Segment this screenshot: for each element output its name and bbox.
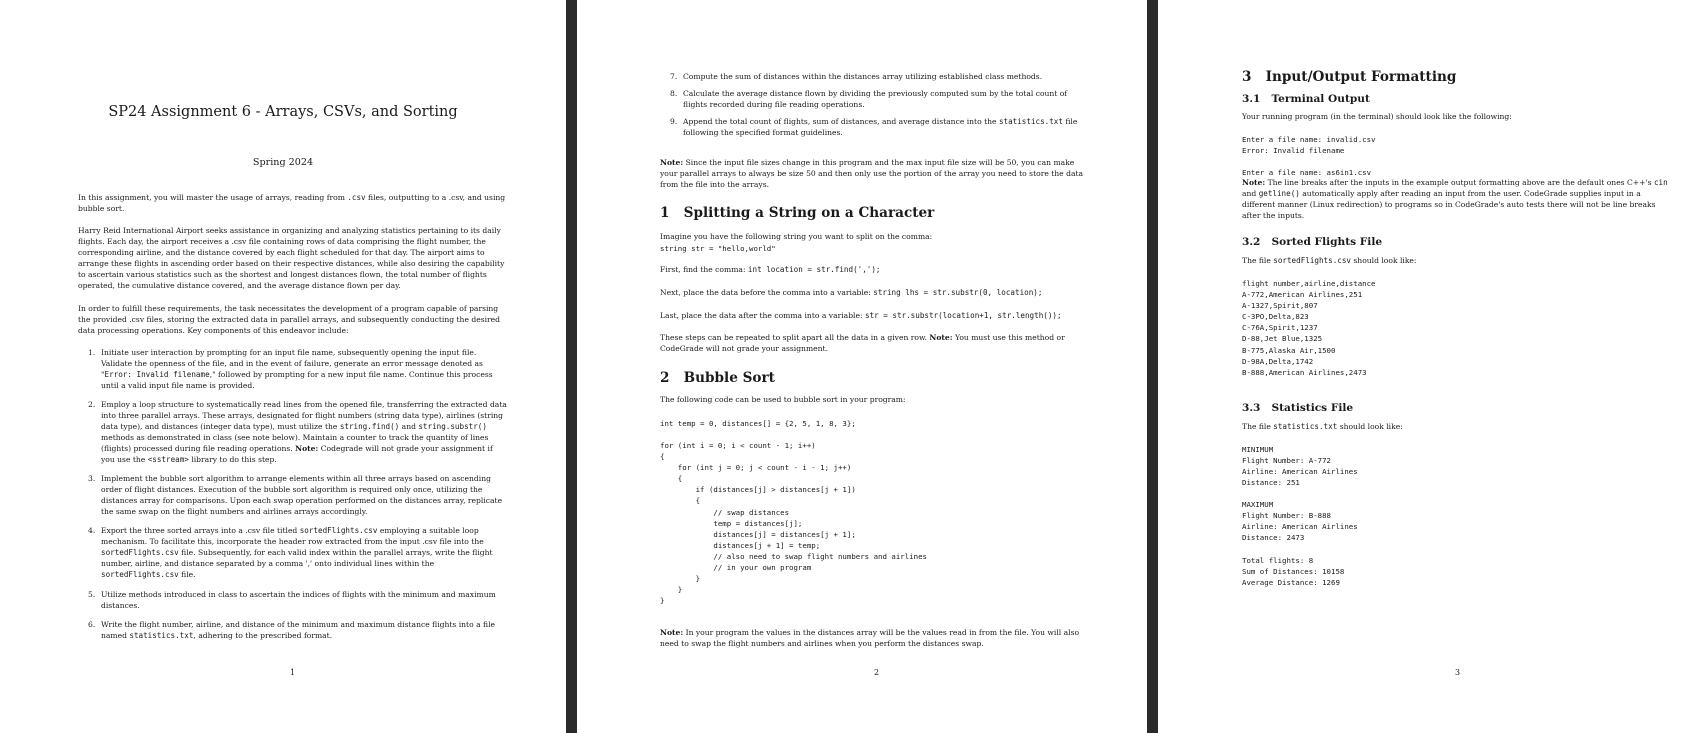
airport-paragraph: Harry Reid International Airport seeks assistance in organizing and analyzing statistics pertaining to its daily flights. Each day, the airport receives a .csv file containing rows of data comprising the flight number, the corresponding airline, and the distance covered by each flight scheduled for that day. The airport aims to arrange these flights in ascending order based on their respective distances, while also desiring the capability to ascertain various statistics such as the shortest and longest distances flown, the total number of flights operated, the cumulative distance covered, and the average distance flown per day. xyxy=(78,226,505,290)
terminal-intro: Your running program (in the terminal) should look like the following: xyxy=(1242,112,1512,121)
statistics-minimum: MINIMUM Flight Number: A-772 Airline: American Airlines Distance: 251 xyxy=(1242,445,1358,488)
sorted-flights-csv: flight number,airline,distance A-772,American Airlines,251 A-1327,Spirit,807 C-3PO,Delta,823 C-76A,Spirit,1237 D-88,Jet Blue,1325 B-775,Alaska Air,1500 D-98A,Delta,1742 B-888,American Airlines,2473 xyxy=(1242,279,1376,377)
bubble-code-loop: for (int i = 0; i < count - 1; i++) { for (int j = 0; j < count - i - 1; j++) { if (distances[j] > distances[j + 1]) { // swap distances temp = distances[j]; distances[j] = distances[j + 1]; distances[j + 1] = temp; // also need to swap flight numbers and airlines // in your own program } } } xyxy=(660,441,927,606)
split-step-find: First, find the comma: int location = str.find(','); xyxy=(660,265,881,274)
swap-note: Note: In your program the values in the distances array will be the values read in from the file. You will also need to swap the flight numbers and airlines when you perform the distances swap. xyxy=(660,628,1080,648)
requirements-paragraph: In order to fulfill these requirements, the task necessitates the development of a program capable of parsing the provided .csv files, storing the extracted data in parallel arrays, and subsequently conducting the desired data processing operations. Key components of this endeavor include: xyxy=(78,304,501,335)
list-item-2: 2. Employ a loop structure to systematically read lines from the opened file, transferring the extracted data into three parallel arrays. These arrays, designated for flight numbers (string data type), airlines (string data type), and distances (integer data type), must utilize the string.find() and string.substr() methods as demonstrated in class (see note below). Maintain a counter to track the quantity of lines (flights) processed during file reading operations. Note: Codegrade will not grade your assignment if you use the <sstream> library to do this step. xyxy=(88,400,507,464)
subsection-heading-sorted-flights: 3.2 Sorted Flights File xyxy=(1242,236,1383,248)
page-number: 1 xyxy=(290,668,296,677)
bubble-intro: The following code can be used to bubble sort in your program: xyxy=(660,395,906,404)
list-item-9: 9. Append the total count of flights, sum of distances, and average distance into the statistics.txt file following the specified format guidelines. xyxy=(670,117,1078,137)
section-heading-io-formatting: 3 Input/Output Formatting xyxy=(1242,69,1457,85)
bubble-code-declaration: int temp = 0, distances[] = {2, 5, 1, 8, 3}; xyxy=(660,419,856,428)
split-step-after: Last, place the data after the comma into a variable: str = str.substr(location+1, str.length()); xyxy=(660,311,1062,320)
list-item-3: 3. Implement the bubble sort algorithm to arrange elements within all three arrays based on ascending order of flight distances. Execution of the bubble sort algorithm is required only once, utilizing the distances array for comparisons. Upon each swap operation performed on the distances array, replicate the same swap on the flight numbers and airlines arrays accordingly. xyxy=(88,474,503,516)
list-item-1: 1. Initiate user interaction by prompting for an input file name, subsequently opening the input file. Validate the openness of the file, and in the event of failure, generate an error message denoted as "Error: Invalid filename," followed by prompting for a new input file name. Continue this process until a valid input file name is provided. xyxy=(88,348,493,390)
line-break-note: Note: The line breaks after the inputs in the example output formatting above are the default ones C++'s cin and getline() automatically apply after reading an input from the user. CodeGrade supplies input in a different manner (Linux redirection) to programs so in CodeGrade's auto tests there will not be line breaks after the inputs. xyxy=(1242,178,1668,220)
list-item-4: 4. Export the three sorted arrays into a .csv file titled sortedFlights.csv employing a suitable loop mechanism. To facilitate this, incorporate the header row extracted from the input .csv file into the sortedFlights.csv file. Subsequently, for each valid index within the parallel arrays, write the flight number, airline, and distance separated by a comma ',' onto individual lines within the sortedFlights.csv file. xyxy=(88,526,493,579)
array-size-note: Note: Since the input file sizes change in this program and the max input file size will be 50, you can make your parallel arrays to always be size 50 and then only use the portion of the array you need to store the data from the file into the arrays. xyxy=(660,158,1084,189)
split-intro: Imagine you have the following string you want to split on the comma: xyxy=(660,232,933,241)
document-page-2 xyxy=(577,0,1147,733)
statistics-maximum: MAXIMUM Flight Number: B-888 Airline: American Airlines Distance: 2473 xyxy=(1242,500,1358,543)
list-item-5: 5. Utilize methods introduced in class to ascertain the indices of flights with the minimum and maximum distances. xyxy=(88,590,496,610)
document-title: SP24 Assignment 6 - Arrays, CSVs, and Sorting xyxy=(108,104,458,120)
sorted-file-intro: The file sortedFlights.csv should look like: xyxy=(1242,256,1417,265)
page-number: 2 xyxy=(874,668,880,677)
list-item-7: 7. Compute the sum of distances within the distances array utilizing established class methods. xyxy=(670,72,1043,81)
document-date: Spring 2024 xyxy=(252,157,314,168)
subsection-heading-terminal-output: 3.1 Terminal Output xyxy=(1242,93,1370,105)
intro-paragraph: In this assignment, you will master the usage of arrays, reading from .csv files, outputting to a .csv, and using bubble sort. xyxy=(78,193,506,213)
document-page-3 xyxy=(1158,0,1703,733)
split-repeat-note: These steps can be repeated to split apart all the data in a given row. Note: You must use this method or CodeGrade will not grade your assignment. xyxy=(660,333,1065,353)
split-step-before: Next, place the data before the comma into a variable: string lhs = str.substr(0, location); xyxy=(660,288,1043,297)
section-heading-splitting: 1 Splitting a String on a Character xyxy=(660,205,935,221)
statistics-totals: Total flights: 8 Sum of Distances: 10158 Average Distance: 1269 xyxy=(1242,556,1345,588)
statistics-file-intro: The file statistics.txt should look like: xyxy=(1242,422,1403,431)
section-heading-bubble-sort: 2 Bubble Sort xyxy=(660,370,775,386)
list-item-6: 6. Write the flight number, airline, and distance of the minimum and maximum distance flights into a file named statistics.txt, adhering to the prescribed format. xyxy=(88,620,496,640)
terminal-example-valid: Enter a file name: as6in1.csv xyxy=(1242,168,1372,177)
list-item-8: 8. Calculate the average distance flown by dividing the previously computed sum by the total count of flights recorded during file reading operations. xyxy=(670,89,1068,109)
document-page-1 xyxy=(0,0,566,733)
subsection-heading-statistics-file: 3.3 Statistics File xyxy=(1242,402,1354,414)
split-code-string: string str = "hello,world" xyxy=(660,244,776,253)
terminal-example-invalid: Enter a file name: invalid.csv Error: Invalid filename xyxy=(1242,135,1376,156)
page-number: 3 xyxy=(1455,668,1461,677)
